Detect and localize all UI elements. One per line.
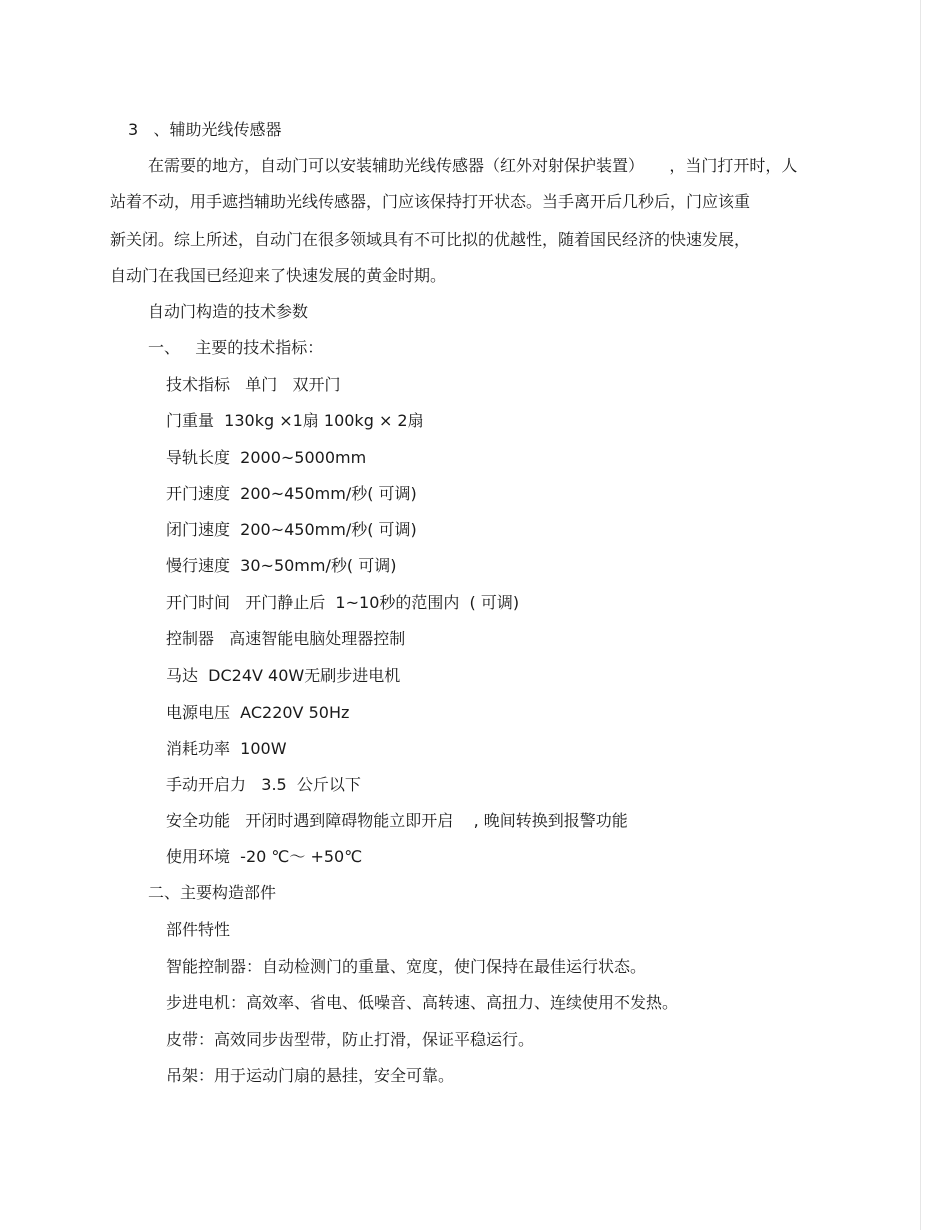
subsection-heading-main-indicators: 一、 主要的技术指标： [148,338,324,357]
section-heading-light-sensor: 3 、辅助光线传感器 [128,120,282,139]
section-title-tech-params: 自动门构造的技术参数 [148,302,309,321]
spec-line: 技术指标 单门 双开门 [166,375,341,394]
parts-line: 吊架：用于运动门扇的悬挂，安全可靠。 [166,1066,455,1085]
spec-line: 慢行速度 30~50mm/秒( 可调) [166,556,397,575]
parts-line: 部件特性 [166,920,231,939]
spec-line: 使用环境 -20 ℃～ +50℃ [166,847,363,866]
spec-line: 导轨长度 2000~5000mm [166,448,367,467]
parts-line: 智能控制器：自动检测门的重量、宽度，使门保持在最佳运行状态。 [166,957,647,976]
spec-line: 门重量 130kg ×1扇 100kg × 2扇 [166,411,424,430]
parts-line: 皮带：高效同步齿型带，防止打滑，保证平稳运行。 [166,1030,535,1049]
spec-line: 开门速度 200~450mm/秒( 可调) [166,484,417,503]
spec-line: 控制器 高速智能电脑处理器控制 [166,629,406,648]
spec-line: 消耗功率 100W [166,739,287,758]
spec-line: 马达 DC24V 40W无刷步进电机 [166,666,401,685]
spec-line: 开门时间 开门静止后 1~10秒的范围内 ( 可调) [166,593,520,612]
spec-line: 电源电压 AC220V 50Hz [166,703,350,722]
parts-line: 步进电机：高效率、省电、低噪音、高转速、高扭力、连续使用不发热。 [166,993,679,1012]
page-edge-divider [920,0,921,1230]
subsection-heading-main-parts: 二、主要构造部件 [148,883,277,902]
paragraph-line: 站着不动，用手遮挡辅助光线传感器，门应该保持打开状态。当手离开后几秒后，门应该重 [110,192,751,211]
paragraph-line: 新关闭。综上所述，自动门在很多领域具有不可比拟的优越性，随着国民经济的快速发展， [110,230,751,249]
spec-line: 手动开启力 3.5 公斤以下 [166,775,361,794]
paragraph-line: 自动门在我国已经迎来了快速发展的黄金时期。 [110,266,447,285]
spec-line: 安全功能 开闭时遇到障碍物能立即开启 , 晚间转换到报警功能 [166,811,628,830]
spec-line: 闭门速度 200~450mm/秒( 可调) [166,520,417,539]
paragraph-line: 在需要的地方，自动门可以安装辅助光线传感器（红外对射保护装置） ，当门打开时，人 [148,156,798,175]
